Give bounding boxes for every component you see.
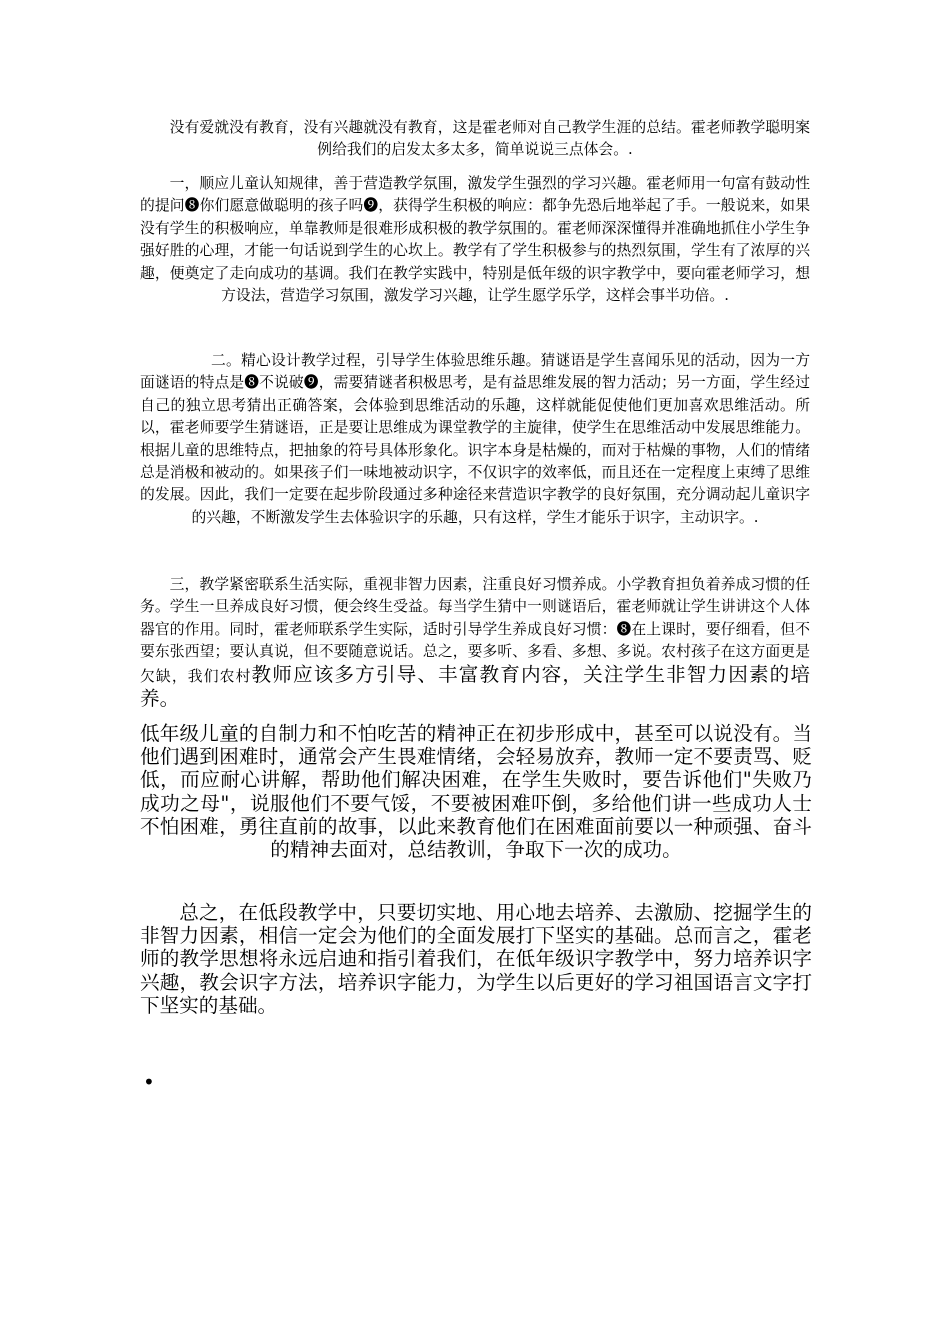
point-two-paragraph: 二。精心设计教学过程，引导学生体验思维乐趣。猜谜语是学生喜闻乐见的活动，因为一方面谜语的特点是❽不说破❾，需要猜谜者积极思考，是有益思维发展的智力活动；另一方面，学生经过自己的独立思考猜出正确答案，会体验到思维活动的乐趣，这样就能促使他们更加喜欢思维活动。所以，霍老师要学生猜谜语，正是要让思维成为课堂教学的主旋律，使学生在思维活动中发展思维能力。根据儿童的思维特点，把抽象的符号具体形象化。识字本身是枯燥的，而对于枯燥的事物，人们的情绪总是消极和被动的。如果孩子们一味地被动识字，不仅识字的效率低，而且还在一定程度上束缚了思维的发展。因此，我们一定要在起步阶段通过多种途径来营造识字教学的良好氛围，充分调动起儿童识字的兴趣，不断激发学生去体验识字的乐趣，只有这样，学生才能乐于识字，主动识字。.: [140, 352, 810, 526]
point-three-large-text: 教师应该多方引导、丰富教育内容，关注学生非智力因素的培养。: [140, 662, 810, 711]
conclusion-paragraph: 总之，在低段教学中，只要切实地、用心地去培养、去激励、挖掘学生的非智力因素，相信一定会为他们的全面发展打下坚实的基础。总而言之，霍老师的教学思想将永远启迪和指引着我们，在低年级识字教学中，努力培养识字兴趣，教会识字方法，培养识字能力，为学生以后更好的学习祖国语言文字打下坚实的基础。: [140, 901, 812, 1017]
point-three-paragraph: [140, 574, 810, 712]
point-one-paragraph: 一，顺应儿童认知规律，善于营造教学氛围，激发学生强烈的学习兴趣。霍老师用一句富有鼓动性的提问❽你们愿意做聪明的孩子吗❾，获得学生积极的响应：都争先恐后地举起了手。一般说来，如果没有学生的积极响应，单靠教师是很难形成积极的教学氛围的。霍老师深深懂得并准确地抓住小学生争强好胜的心理，才能一句话说到学生的心坎上。教学有了学生积极参与的热烈氛围，学生有了浓厚的兴趣，便奠定了走向成功的基调。我们在教学实践中，特别是低年级的识字教学中，要向霍老师学习，想方设法，营造学习氛围，激发学习兴趣，让学生愿学乐学，这样会事半功倍。.: [140, 175, 810, 305]
point-three-small-text: 三，教学紧密联系生活实际，重视非智力因素，注重良好习惯养成。小学教育担负着养成习惯的任务。学生一旦养成良好习惯，便会终生受益。每当学生猜中一则谜语后，霍老师就让学生讲讲这个人体器官的作用。同时，霍老师联系学生实际，适时引导学生养成良好习惯：❽在上课时，要仔细看，但不要东张西望；要认真说，但不要随意说话。总之，要多听、多看、多想、多说。农村孩子在这方面更是欠缺，我们农村: [140, 576, 810, 685]
bullet-mark: •: [143, 1070, 155, 1094]
children-paragraph: 低年级儿童的自制力和不怕吃苦的精神正在初步形成中，甚至可以说没有。当他们遇到困难时，通常会产生畏难情绪，会轻易放弃，教师一定不要责骂、贬低，而应耐心讲解，帮助他们解决困难，在学生失败时，要告诉他们"失败乃成功之母"，说服他们不要气馁，不要被困难吓倒，多给他们讲一些成功人士不怕困难，勇往直前的故事，以此来教育他们在困难面前要以一种顽强、奋斗的精神去面对，总结教训，争取下一次的成功。: [140, 722, 812, 862]
intro-paragraph: 没有爱就没有教育，没有兴趣就没有教育，这是霍老师对自己教学生涯的总结。霍老师教学聪明案例给我们的启发太多太多，简单说说三点体会。.: [169, 119, 810, 159]
